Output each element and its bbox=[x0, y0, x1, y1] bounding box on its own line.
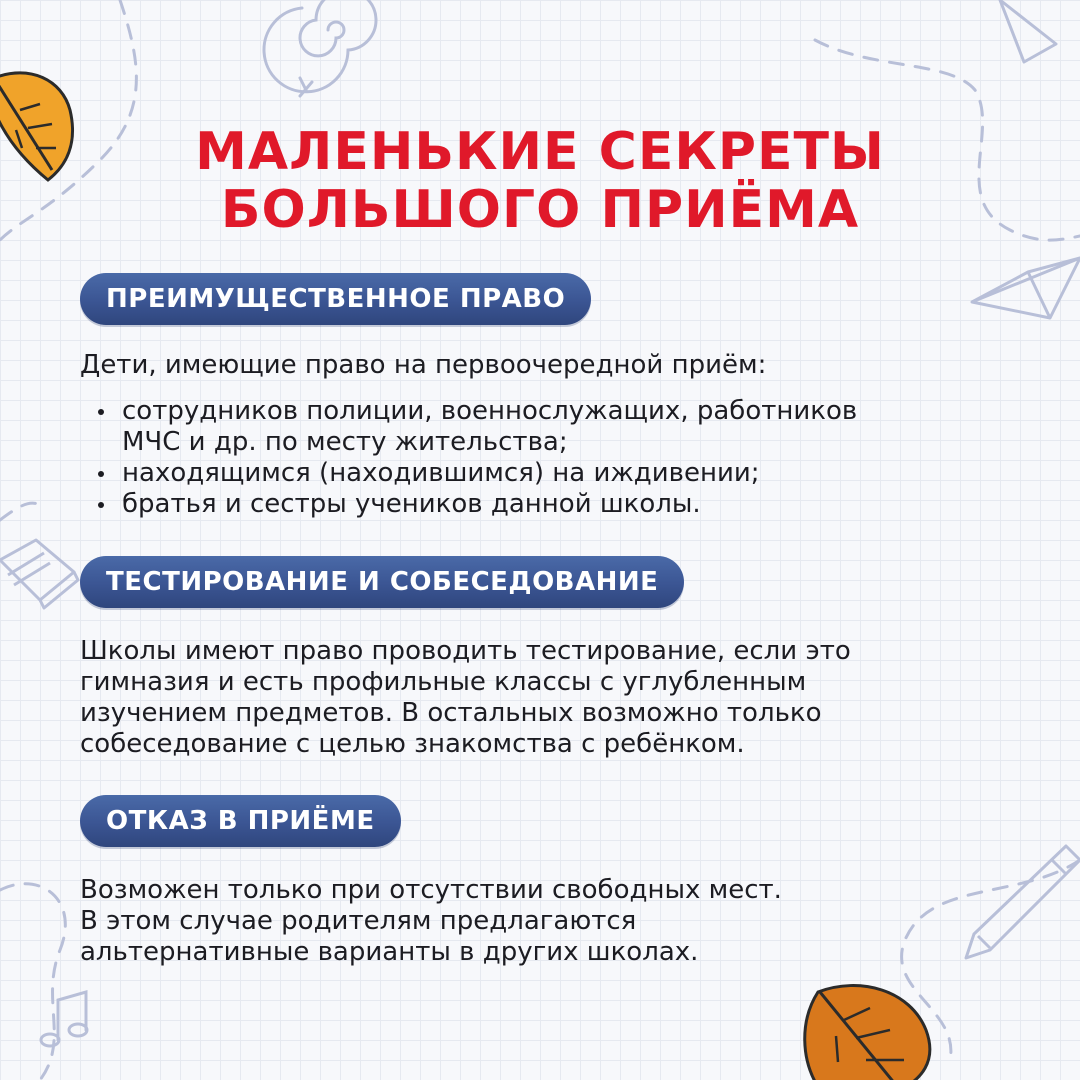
paper-plane-icon bbox=[972, 258, 1080, 318]
list-item-line: сотрудников полиции, военнослужащих, работников bbox=[122, 396, 858, 426]
triangle-icon bbox=[1000, 0, 1056, 62]
list-item-line: МЧС и др. по месту жительства; bbox=[122, 427, 568, 457]
text-line: собеседование с целью знакомства с ребёнком. bbox=[80, 729, 745, 759]
list-item bbox=[80, 396, 1000, 458]
notebook-icon bbox=[0, 540, 78, 608]
music-note-icon bbox=[41, 992, 87, 1046]
autumn-leaf-icon bbox=[805, 986, 930, 1080]
text-line: Школы имеют право проводить тестирование, если это bbox=[80, 636, 851, 666]
list-item bbox=[80, 489, 1000, 520]
refusal-text bbox=[80, 875, 1000, 968]
text-line: гимназия и есть профильные классы с углубленным bbox=[80, 667, 807, 697]
priority-intro-text: Дети, имеющие право на первоочередной приём: bbox=[80, 350, 767, 380]
text-line: В этом случае родителям предлагаются bbox=[80, 906, 637, 936]
spiral-doodle-icon bbox=[264, 0, 376, 96]
list-item bbox=[80, 458, 1000, 489]
page-title-line-2: БОЛЬШОГО ПРИЁМА bbox=[220, 180, 860, 240]
testing-text bbox=[80, 636, 1000, 760]
section-heading-testing: ТЕСТИРОВАНИЕ И СОБЕСЕДОВАНИЕ bbox=[80, 556, 684, 608]
text-line: изучением предметов. В остальных возможно только bbox=[80, 698, 822, 728]
text-line: альтернативные варианты в других школах. bbox=[80, 937, 699, 967]
text-line: Возможен только при отсутствии свободных мест. bbox=[80, 875, 782, 905]
list-item-line: находящимся (находившимся) на иждивении; bbox=[122, 458, 760, 488]
list-item-line: братья и сестры учеников данной школы. bbox=[122, 489, 701, 519]
section-heading-refusal: ОТКАЗ В ПРИЁМЕ bbox=[80, 795, 401, 847]
section-heading-priority-right: ПРЕИМУЩЕСТВЕННОЕ ПРАВО bbox=[80, 273, 591, 325]
page-title-line-1: МАЛЕНЬКИЕ СЕКРЕТЫ bbox=[195, 122, 885, 182]
priority-list bbox=[80, 396, 1000, 520]
